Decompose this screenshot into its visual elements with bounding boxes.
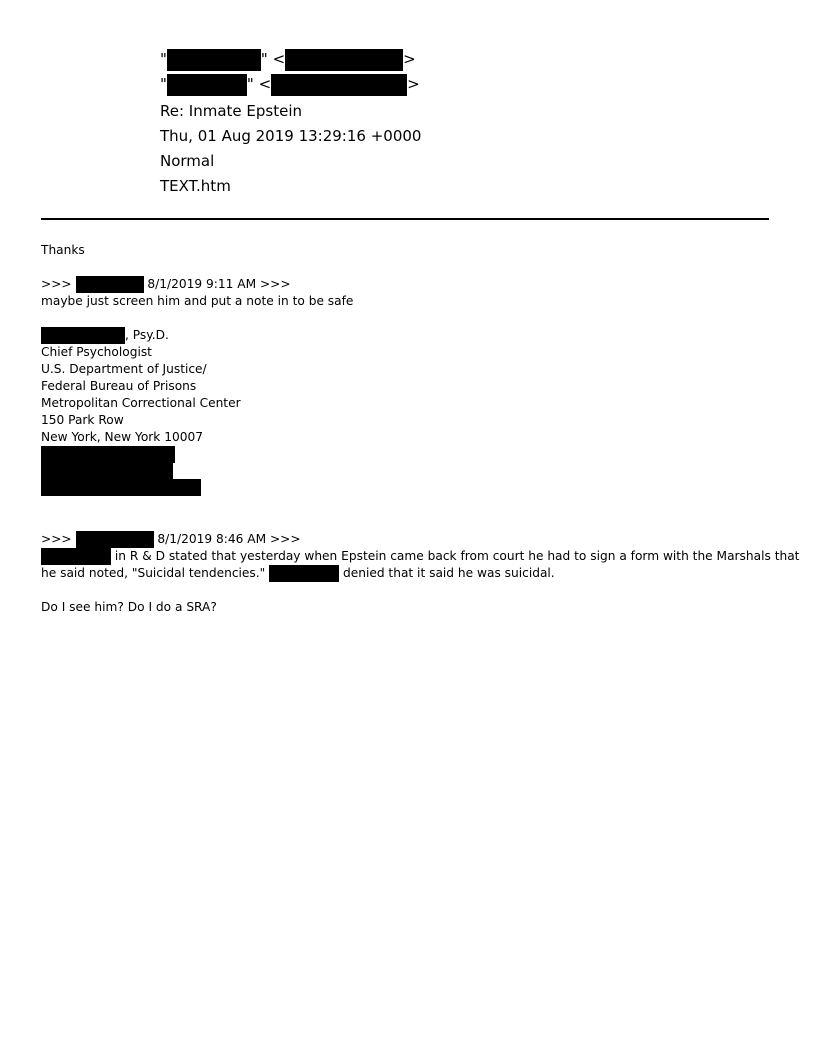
to-angle-close: > (407, 75, 420, 93)
redaction-block (41, 479, 201, 496)
importance-value: Normal (160, 152, 215, 170)
signature-line: U.S. Department of Justice/ (41, 362, 207, 376)
signature-line: New York, New York 10007 (41, 430, 204, 444)
signature-title: , Psy.D. (125, 328, 169, 342)
quote1-header (41, 276, 291, 293)
question-line: Do I see him? Do I do a SRA? (41, 600, 217, 614)
redaction-block (76, 531, 154, 548)
quote1-text: maybe just screen him and put a note in to be safe (41, 294, 354, 308)
signature-line: Chief Psychologist (41, 345, 152, 359)
attachments-value: TEXT.htm (160, 177, 231, 195)
redaction-block (167, 49, 261, 71)
to-quote-close: " < (246, 75, 272, 93)
subject-value: Re: Inmate Epstein (160, 102, 303, 120)
quote2-prefix: >>> (41, 532, 72, 546)
quote2-text-line1 (41, 548, 799, 565)
header-divider (41, 218, 769, 220)
quote1-prefix: >>> (41, 277, 72, 291)
quote2-text-a: in R & D stated that yesterday when Epstein came back from court he had to sign a form with the Marshals that (111, 549, 800, 563)
quote2-header (41, 531, 301, 548)
to-value (160, 73, 420, 96)
signature-line: 150 Park Row (41, 413, 124, 427)
redaction-block (41, 548, 111, 565)
thanks-line: Thanks (41, 243, 85, 257)
redaction-block (76, 276, 144, 293)
redaction-block (41, 446, 175, 463)
quote2-stamp: 8/1/2019 8:46 AM >>> (157, 532, 301, 546)
redaction-block (167, 74, 247, 96)
from-value (160, 48, 416, 71)
redaction-block (269, 565, 339, 582)
signature-name (41, 327, 169, 344)
date-value: Thu, 01 Aug 2019 13:29:16 +0000 (160, 127, 422, 145)
redaction-block (41, 462, 173, 479)
redaction-block (271, 74, 407, 96)
from-quote-close: " < (260, 50, 286, 68)
quote1-stamp: 8/1/2019 9:11 AM >>> (147, 277, 291, 291)
redaction-block (41, 327, 125, 344)
from-angle-close: > (403, 50, 416, 68)
signature-line: Metropolitan Correctional Center (41, 396, 241, 410)
redaction-block (285, 49, 403, 71)
quote2-text-line2 (41, 565, 555, 582)
from-quote-open: " (160, 50, 167, 68)
signature-line: Federal Bureau of Prisons (41, 379, 197, 393)
quote2-text-c: denied that it said he was suicidal. (339, 566, 555, 580)
quote2-text-b: he said noted, "Suicidal tendencies." (41, 566, 270, 580)
to-quote-open: " (160, 75, 167, 93)
